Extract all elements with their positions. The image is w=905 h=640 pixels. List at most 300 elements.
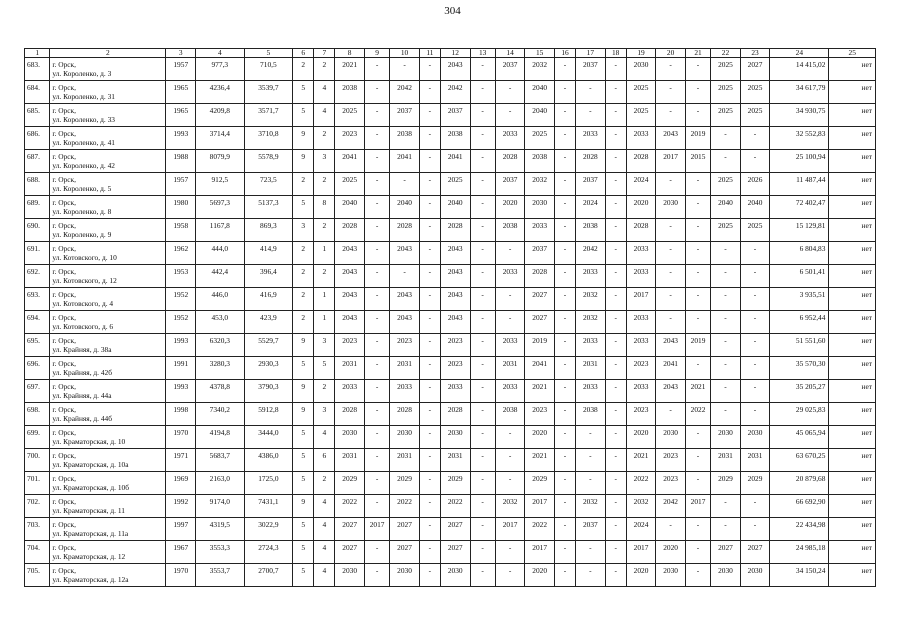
column-number-header: 4 (196, 49, 245, 58)
address-cell (50, 81, 166, 104)
data-cell-col-13: - (470, 334, 495, 357)
data-cell-col-16: - (554, 219, 575, 242)
column-number-header: 1 (25, 49, 50, 58)
data-cell-col-12: 2043 (440, 265, 470, 288)
data-cell-col-3: 1952 (166, 288, 196, 311)
data-cell-col-5: 416,9 (244, 288, 293, 311)
data-cell-col-13: - (470, 242, 495, 265)
data-cell-col-9: - (364, 357, 389, 380)
data-cell-col-4: 4236,4 (196, 81, 245, 104)
column-number-header: 14 (495, 49, 525, 58)
data-cell-col-21: - (685, 311, 710, 334)
column-number-header: 5 (244, 49, 293, 58)
data-cell-col-5: 3790,3 (244, 380, 293, 403)
data-cell-col-17: 2037 (576, 518, 606, 541)
address-cell (50, 265, 166, 288)
data-cell-col-20: 2023 (656, 472, 686, 495)
data-cell-col-18: - (605, 81, 626, 104)
address-cell (50, 472, 166, 495)
address-cell (50, 426, 166, 449)
data-cell-col-3: 1965 (166, 104, 196, 127)
address-street: ул. Короленко, д. 5 (52, 184, 112, 193)
table-row (25, 311, 876, 334)
data-cell-col-23: - (740, 150, 770, 173)
data-cell-col-4: 5697,3 (196, 196, 245, 219)
data-cell-col-7: 4 (314, 564, 335, 587)
address-city: г. Орск, (52, 451, 76, 460)
data-cell-col-23: 2030 (740, 564, 770, 587)
data-cell-col-16: - (554, 426, 575, 449)
data-cell-col-15: 2020 (525, 564, 555, 587)
column-number-header: 19 (626, 49, 656, 58)
data-cell-col-12: 2040 (440, 196, 470, 219)
data-cell-col-25: нет (829, 150, 876, 173)
data-cell-col-13: - (470, 58, 495, 81)
data-cell-col-24: 34 930,75 (770, 104, 829, 127)
data-cell-col-12: 2043 (440, 311, 470, 334)
data-cell-col-22: 2031 (711, 449, 741, 472)
data-cell-col-16: - (554, 58, 575, 81)
address-cell (50, 196, 166, 219)
table-row (25, 219, 876, 242)
data-cell-col-9: 2017 (364, 518, 389, 541)
data-cell-col-16: - (554, 564, 575, 587)
address-cell (50, 219, 166, 242)
row-number-cell: 701. (25, 472, 50, 495)
data-cell-col-14: - (495, 541, 525, 564)
data-cell-col-3: 1957 (166, 173, 196, 196)
data-cell-col-11: - (419, 311, 440, 334)
data-cell-col-20: 2030 (656, 426, 686, 449)
data-cell-col-16: - (554, 357, 575, 380)
data-cell-col-12: 2041 (440, 150, 470, 173)
data-cell-col-22: 2030 (711, 426, 741, 449)
data-cell-col-24: 35 205,27 (770, 380, 829, 403)
data-cell-col-8: 2040 (335, 196, 365, 219)
data-cell-col-17: - (576, 426, 606, 449)
data-cell-col-21: - (685, 518, 710, 541)
data-cell-col-24: 72 402,47 (770, 196, 829, 219)
data-cell-col-14: - (495, 311, 525, 334)
data-cell-col-10: 2028 (390, 403, 420, 426)
data-cell-col-9: - (364, 127, 389, 150)
data-cell-col-16: - (554, 104, 575, 127)
data-cell-col-19: 2021 (626, 449, 656, 472)
data-cell-col-12: 2023 (440, 357, 470, 380)
data-cell-col-15: 2030 (525, 196, 555, 219)
data-cell-col-11: - (419, 265, 440, 288)
data-cell-col-5: 5578,9 (244, 150, 293, 173)
data-cell-col-5: 723,5 (244, 173, 293, 196)
table-row (25, 403, 876, 426)
data-cell-col-5: 3539,7 (244, 81, 293, 104)
data-cell-col-18: - (605, 518, 626, 541)
address-street: ул. Котовского, д. 4 (52, 299, 114, 308)
data-cell-col-20: 2023 (656, 449, 686, 472)
address-street: ул. Короленко, д. 31 (52, 92, 116, 101)
data-cell-col-19: 2025 (626, 81, 656, 104)
data-cell-col-12: 2023 (440, 334, 470, 357)
data-cell-col-20: 2042 (656, 495, 686, 518)
data-cell-col-13: - (470, 449, 495, 472)
data-cell-col-21: 2019 (685, 127, 710, 150)
row-number-cell: 695. (25, 334, 50, 357)
table-row (25, 334, 876, 357)
address-city: г. Орск, (52, 520, 76, 529)
housing-register-table (24, 48, 876, 587)
data-cell-col-23: 2027 (740, 541, 770, 564)
data-cell-col-8: 2025 (335, 104, 365, 127)
data-cell-col-18: - (605, 196, 626, 219)
data-cell-col-4: 4209,8 (196, 104, 245, 127)
data-cell-col-6: 2 (293, 58, 314, 81)
data-cell-col-4: 444,0 (196, 242, 245, 265)
data-cell-col-10: 2041 (390, 150, 420, 173)
data-cell-col-24: 20 879,68 (770, 472, 829, 495)
address-street: ул. Краматорская, д. 11 (52, 506, 125, 515)
data-cell-col-9: - (364, 219, 389, 242)
data-cell-col-17: - (576, 541, 606, 564)
data-cell-col-17: 2033 (576, 380, 606, 403)
data-cell-col-12: 2043 (440, 58, 470, 81)
data-cell-col-24: 63 670,25 (770, 449, 829, 472)
table-row (25, 81, 876, 104)
data-cell-col-7: 2 (314, 219, 335, 242)
data-cell-col-19: 2028 (626, 219, 656, 242)
data-cell-col-17: 2038 (576, 403, 606, 426)
data-cell-col-19: 2033 (626, 311, 656, 334)
data-cell-col-10: 2031 (390, 449, 420, 472)
data-cell-col-18: - (605, 288, 626, 311)
data-cell-col-6: 5 (293, 81, 314, 104)
data-cell-col-8: 2028 (335, 219, 365, 242)
column-number-header: 2 (50, 49, 166, 58)
data-cell-col-21: - (685, 426, 710, 449)
data-cell-col-24: 6 501,41 (770, 265, 829, 288)
column-number-header: 16 (554, 49, 575, 58)
data-cell-col-12: 2043 (440, 288, 470, 311)
data-cell-col-21: - (685, 104, 710, 127)
data-cell-col-17: 2032 (576, 495, 606, 518)
data-cell-col-20: 2041 (656, 357, 686, 380)
data-cell-col-21: 2022 (685, 403, 710, 426)
column-number-header: 9 (364, 49, 389, 58)
data-cell-col-15: 2032 (525, 58, 555, 81)
data-cell-col-25: нет (829, 288, 876, 311)
data-cell-col-7: 1 (314, 242, 335, 265)
data-cell-col-22: 2025 (711, 104, 741, 127)
table-row (25, 495, 876, 518)
data-cell-col-24: 34 150,24 (770, 564, 829, 587)
data-cell-col-22: - (711, 150, 741, 173)
data-cell-col-15: 2033 (525, 219, 555, 242)
data-cell-col-4: 446,0 (196, 288, 245, 311)
data-cell-col-7: 2 (314, 380, 335, 403)
data-cell-col-10: 2038 (390, 127, 420, 150)
page-number: 304 (444, 5, 461, 17)
data-cell-col-3: 1980 (166, 196, 196, 219)
data-cell-col-14: 2017 (495, 518, 525, 541)
data-cell-col-23: - (740, 518, 770, 541)
data-cell-col-6: 9 (293, 127, 314, 150)
data-cell-col-21: - (685, 541, 710, 564)
data-cell-col-6: 5 (293, 449, 314, 472)
data-cell-col-8: 2041 (335, 150, 365, 173)
address-street: ул. Короленко, д. 41 (52, 138, 116, 147)
data-cell-col-24: 51 551,60 (770, 334, 829, 357)
data-cell-col-21: 2015 (685, 150, 710, 173)
data-cell-col-11: - (419, 242, 440, 265)
row-number-cell: 702. (25, 495, 50, 518)
data-cell-col-13: - (470, 265, 495, 288)
data-cell-col-6: 9 (293, 495, 314, 518)
data-cell-col-9: - (364, 81, 389, 104)
address-street: ул. Краматорская, д. 10б (52, 483, 129, 492)
data-cell-col-4: 8079,9 (196, 150, 245, 173)
data-cell-col-20: - (656, 104, 686, 127)
data-cell-col-14: - (495, 288, 525, 311)
data-cell-col-7: 2 (314, 127, 335, 150)
data-cell-col-17: 2042 (576, 242, 606, 265)
data-cell-col-7: 4 (314, 518, 335, 541)
data-cell-col-23: - (740, 357, 770, 380)
data-cell-col-4: 3714,4 (196, 127, 245, 150)
data-cell-col-3: 1952 (166, 311, 196, 334)
data-cell-col-9: - (364, 196, 389, 219)
data-cell-col-23: 2025 (740, 104, 770, 127)
data-cell-col-4: 4319,5 (196, 518, 245, 541)
column-number-header: 11 (419, 49, 440, 58)
data-cell-col-8: 2033 (335, 380, 365, 403)
data-cell-col-23: - (740, 127, 770, 150)
data-cell-col-8: 2043 (335, 311, 365, 334)
address-cell (50, 403, 166, 426)
data-cell-col-7: 5 (314, 357, 335, 380)
data-cell-col-24: 6 804,83 (770, 242, 829, 265)
data-cell-col-20: - (656, 81, 686, 104)
data-cell-col-22: - (711, 380, 741, 403)
data-cell-col-14: 2032 (495, 495, 525, 518)
data-cell-col-15: 2040 (525, 81, 555, 104)
data-cell-col-11: - (419, 173, 440, 196)
data-cell-col-12: 2022 (440, 495, 470, 518)
data-cell-col-15: 2021 (525, 449, 555, 472)
table-body (25, 58, 876, 587)
data-cell-col-5: 396,4 (244, 265, 293, 288)
data-cell-col-13: - (470, 219, 495, 242)
data-cell-col-15: 2028 (525, 265, 555, 288)
address-city: г. Орск, (52, 543, 76, 552)
data-cell-col-12: 2043 (440, 242, 470, 265)
data-cell-col-11: - (419, 196, 440, 219)
data-cell-col-14: 2038 (495, 219, 525, 242)
data-cell-col-24: 45 065,94 (770, 426, 829, 449)
data-cell-col-11: - (419, 518, 440, 541)
data-cell-col-15: 2027 (525, 311, 555, 334)
data-cell-col-8: 2022 (335, 495, 365, 518)
data-cell-col-4: 453,0 (196, 311, 245, 334)
address-city: г. Орск, (52, 336, 76, 345)
data-cell-col-18: - (605, 58, 626, 81)
data-cell-col-11: - (419, 403, 440, 426)
data-cell-col-18: - (605, 541, 626, 564)
data-cell-col-23: 2026 (740, 173, 770, 196)
data-cell-col-18: - (605, 173, 626, 196)
data-cell-col-12: 2028 (440, 219, 470, 242)
data-cell-col-17: 2037 (576, 173, 606, 196)
data-cell-col-5: 414,9 (244, 242, 293, 265)
data-cell-col-20: - (656, 288, 686, 311)
address-city: г. Орск, (52, 313, 76, 322)
data-cell-col-12: 2037 (440, 104, 470, 127)
data-cell-col-14: - (495, 242, 525, 265)
data-cell-col-9: - (364, 541, 389, 564)
data-cell-col-18: - (605, 127, 626, 150)
column-number-header: 20 (656, 49, 686, 58)
address-cell (50, 104, 166, 127)
data-cell-col-6: 3 (293, 219, 314, 242)
data-cell-col-8: 2030 (335, 426, 365, 449)
row-number-cell: 704. (25, 541, 50, 564)
data-cell-col-23: - (740, 265, 770, 288)
data-cell-col-19: 2017 (626, 541, 656, 564)
data-cell-col-7: 6 (314, 449, 335, 472)
data-cell-col-18: - (605, 104, 626, 127)
address-street: ул. Краматорская, д. 11а (52, 529, 129, 538)
data-cell-col-7: 2 (314, 472, 335, 495)
column-number-header: 7 (314, 49, 335, 58)
address-street: ул. Котовского, д. 6 (52, 322, 114, 331)
address-cell (50, 150, 166, 173)
data-cell-col-25: нет (829, 449, 876, 472)
data-cell-col-25: нет (829, 173, 876, 196)
data-cell-col-7: 1 (314, 311, 335, 334)
data-cell-col-17: 2033 (576, 334, 606, 357)
data-cell-col-3: 1958 (166, 219, 196, 242)
data-cell-col-12: 2038 (440, 127, 470, 150)
data-cell-col-17: 2032 (576, 311, 606, 334)
data-cell-col-8: 2023 (335, 334, 365, 357)
data-cell-col-14: 2020 (495, 196, 525, 219)
data-cell-col-23: - (740, 334, 770, 357)
data-cell-col-13: - (470, 150, 495, 173)
data-cell-col-9: - (364, 564, 389, 587)
data-cell-col-15: 2037 (525, 242, 555, 265)
data-cell-col-18: - (605, 334, 626, 357)
address-cell (50, 334, 166, 357)
row-number-cell: 694. (25, 311, 50, 334)
row-number-cell: 686. (25, 127, 50, 150)
data-cell-col-20: - (656, 518, 686, 541)
data-cell-col-10: 2027 (390, 518, 420, 541)
data-cell-col-11: - (419, 472, 440, 495)
data-cell-col-19: 2033 (626, 380, 656, 403)
data-cell-col-25: нет (829, 380, 876, 403)
data-cell-col-12: 2042 (440, 81, 470, 104)
column-number-header: 10 (390, 49, 420, 58)
data-cell-col-7: 3 (314, 150, 335, 173)
row-number-cell: 700. (25, 449, 50, 472)
data-cell-col-19: 2024 (626, 518, 656, 541)
data-cell-col-10: 2029 (390, 472, 420, 495)
data-cell-col-4: 3553,7 (196, 564, 245, 587)
address-street: ул. Краматорская, д. 12а (52, 575, 129, 584)
data-cell-col-5: 2724,3 (244, 541, 293, 564)
address-street: ул. Короленко, д. 3 (52, 69, 112, 78)
table-row (25, 449, 876, 472)
data-cell-col-18: - (605, 150, 626, 173)
data-cell-col-9: - (364, 449, 389, 472)
data-cell-col-18: - (605, 357, 626, 380)
address-street: ул. Краматорская, д. 12 (52, 552, 126, 561)
data-cell-col-17: 2033 (576, 127, 606, 150)
data-cell-col-13: - (470, 564, 495, 587)
data-cell-col-11: - (419, 495, 440, 518)
data-cell-col-4: 6320,3 (196, 334, 245, 357)
data-cell-col-18: - (605, 472, 626, 495)
data-cell-col-10: - (390, 58, 420, 81)
data-cell-col-16: - (554, 242, 575, 265)
table-row (25, 173, 876, 196)
data-cell-col-16: - (554, 150, 575, 173)
data-cell-col-24: 11 487,44 (770, 173, 829, 196)
data-cell-col-18: - (605, 265, 626, 288)
data-cell-col-11: - (419, 564, 440, 587)
data-cell-col-4: 2163,0 (196, 472, 245, 495)
data-cell-col-18: - (605, 564, 626, 587)
data-cell-col-24: 66 692,90 (770, 495, 829, 518)
data-cell-col-3: 1967 (166, 541, 196, 564)
row-number-cell: 690. (25, 219, 50, 242)
data-cell-col-19: 2033 (626, 127, 656, 150)
data-cell-col-22: 2029 (711, 472, 741, 495)
data-cell-col-25: нет (829, 219, 876, 242)
data-cell-col-19: 2020 (626, 196, 656, 219)
data-cell-col-12: 2033 (440, 380, 470, 403)
data-cell-col-6: 9 (293, 403, 314, 426)
data-cell-col-4: 912,5 (196, 173, 245, 196)
row-number-cell: 703. (25, 518, 50, 541)
data-cell-col-15: 2025 (525, 127, 555, 150)
data-cell-col-20: - (656, 311, 686, 334)
data-cell-col-22: 2030 (711, 564, 741, 587)
data-cell-col-3: 1993 (166, 127, 196, 150)
data-cell-col-14: 2038 (495, 403, 525, 426)
data-cell-col-8: 2023 (335, 127, 365, 150)
data-cell-col-23: 2025 (740, 219, 770, 242)
data-cell-col-16: - (554, 196, 575, 219)
data-cell-col-14: - (495, 564, 525, 587)
data-cell-col-22: - (711, 311, 741, 334)
row-number-cell: 699. (25, 426, 50, 449)
data-cell-col-5: 423,9 (244, 311, 293, 334)
data-cell-col-9: - (364, 173, 389, 196)
data-cell-col-25: нет (829, 403, 876, 426)
data-cell-col-11: - (419, 380, 440, 403)
data-cell-col-17: 2024 (576, 196, 606, 219)
data-cell-col-19: 2017 (626, 288, 656, 311)
data-cell-col-7: 3 (314, 403, 335, 426)
data-cell-col-23: - (740, 495, 770, 518)
table-row (25, 426, 876, 449)
data-cell-col-7: 4 (314, 81, 335, 104)
data-cell-col-3: 1970 (166, 564, 196, 587)
data-cell-col-7: 4 (314, 104, 335, 127)
address-cell (50, 495, 166, 518)
table-row (25, 196, 876, 219)
data-cell-col-13: - (470, 472, 495, 495)
data-cell-col-24: 32 552,83 (770, 127, 829, 150)
